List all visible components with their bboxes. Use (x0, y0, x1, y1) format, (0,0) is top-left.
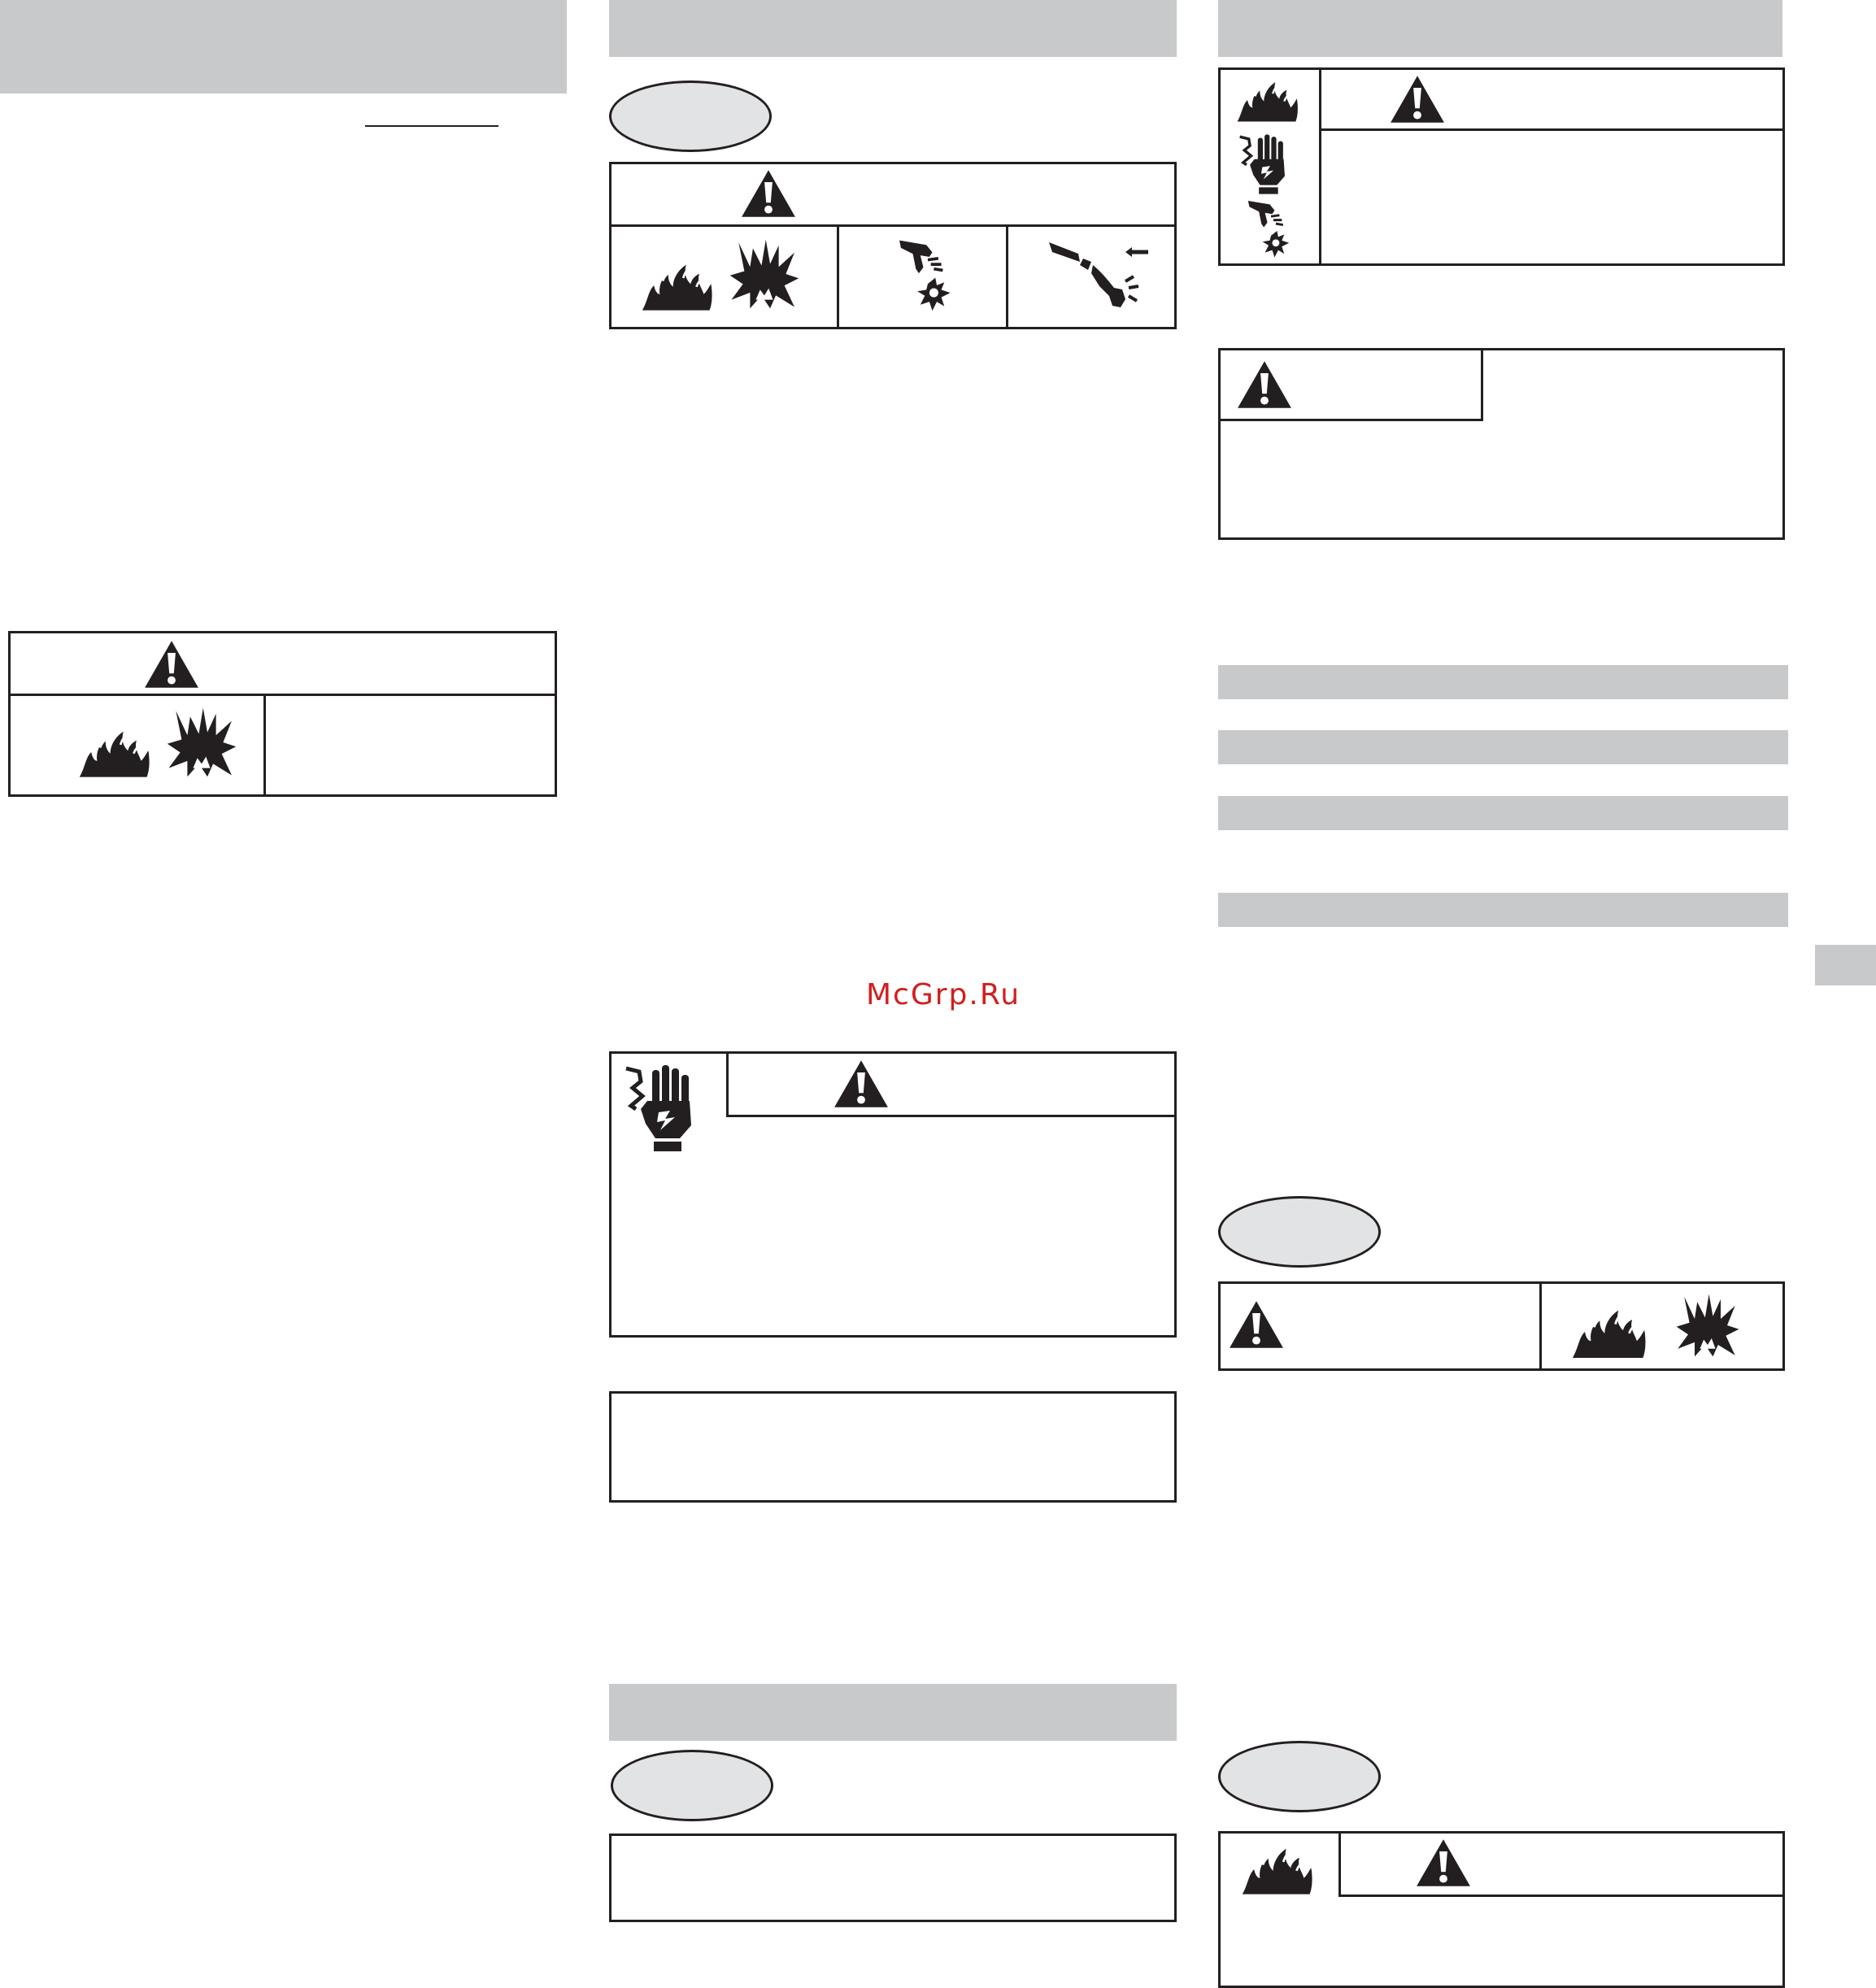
section-header-bar (609, 1684, 1177, 1741)
electric-shock-icon (1236, 133, 1290, 195)
label-oval (1218, 1741, 1381, 1812)
warning-triangle-icon (833, 1059, 890, 1109)
warning-box-divider (263, 694, 266, 797)
warning-box-divider (1539, 1281, 1542, 1371)
warning-triangle-icon (1389, 74, 1446, 124)
subsection-bar (1218, 796, 1788, 830)
explosion-icon (166, 704, 237, 781)
warning-box-divider (726, 1115, 1177, 1117)
warning-box-divider (837, 224, 839, 329)
explosion-icon (729, 236, 800, 312)
subsection-bar (1218, 893, 1788, 927)
explosion-icon (1675, 1291, 1740, 1359)
electric-shock-icon (623, 1064, 696, 1153)
warning-box-multi-hazard (1218, 67, 1785, 266)
fire-icon (641, 259, 714, 312)
notice-box (609, 1834, 1177, 1922)
warning-box-divider (8, 694, 557, 696)
fire-icon (1571, 1304, 1647, 1359)
label-oval (611, 1750, 773, 1821)
thrown-objects-icon (1047, 237, 1153, 311)
rotating-parts-icon (1244, 198, 1298, 259)
warning-triangle-icon (143, 639, 200, 689)
label-oval (609, 80, 772, 152)
warning-triangle-icon (1228, 1299, 1285, 1350)
watermark: McGrp.Ru (865, 978, 1021, 1011)
caution-box-divider (1481, 348, 1483, 421)
rotating-parts-icon (894, 237, 961, 312)
warning-triangle-icon (1415, 1838, 1472, 1888)
section-header-bar (609, 0, 1177, 57)
section-header-bar (0, 0, 567, 94)
fire-icon (1236, 76, 1299, 124)
warning-box-divider (1319, 128, 1785, 131)
label-oval (1218, 1196, 1381, 1268)
fire-icon (1241, 1842, 1314, 1896)
subsection-bar (1218, 730, 1788, 764)
warning-box-divider (609, 224, 1177, 227)
subsection-bar (1218, 665, 1788, 699)
warning-box-divider (1319, 67, 1321, 266)
signature-underline (365, 125, 498, 127)
warning-triangle-icon (1236, 359, 1293, 410)
warning-triangle-icon (740, 168, 797, 219)
caution-box (1218, 348, 1785, 540)
fire-icon (78, 725, 151, 779)
caution-box-divider (1218, 419, 1483, 421)
notice-box (609, 1391, 1177, 1503)
warning-box-divider (1338, 1894, 1785, 1897)
section-header-bar (1218, 0, 1782, 57)
warning-box-divider (1006, 224, 1008, 329)
page-tab (1815, 945, 1876, 985)
warning-box-divider (726, 1051, 729, 1117)
warning-box-divider (1338, 1831, 1341, 1897)
